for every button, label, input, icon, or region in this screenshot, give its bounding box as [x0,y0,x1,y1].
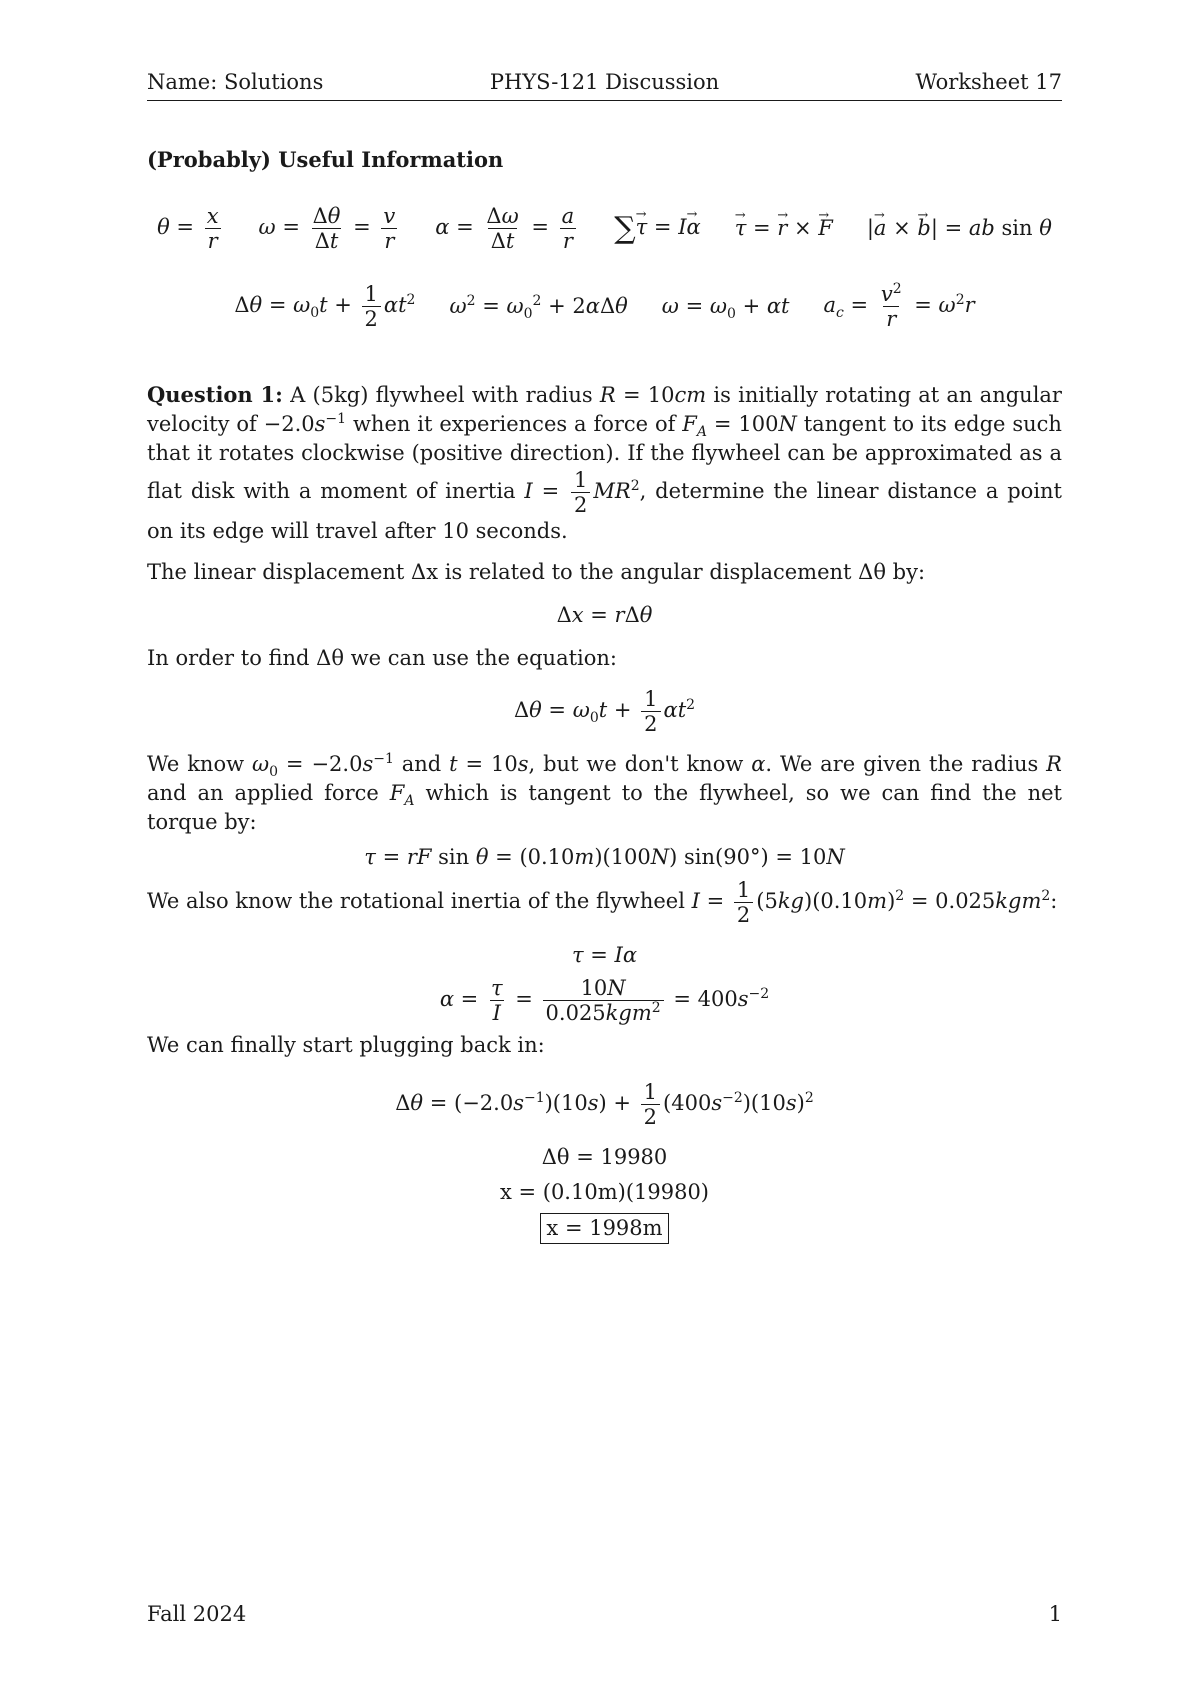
eq-torque-inertia: τ = Iα [571,943,638,967]
eq-result-x: x = (0.10m)(19980) [499,1180,710,1204]
formula-row-1 [147,192,1062,264]
page-header [147,70,1062,101]
solution-para-4: We also know the rotational inertia of the flywheel I = $\frac{1}{2}$ $(5kg)(0.10m)^2 = 0.025kgm^2$: [147,878,1058,927]
formula-centripetal: $a_c$ = $\frac{v^2}{r}$ = $\omega^2r$ [823,280,975,331]
eq-angular-displacement: $\Delta\theta = \omega_0t$ + $\frac{1}{2}$ $\alpha t^2$ [513,687,696,736]
header-name: Name: Solutions [147,70,324,94]
solution-para-3: We know $\omega_0 = -2.0s^{-1}$ and t = 10s, but we don't know α. We are given the radius R and an applied force $F_A$ which is tangent to the flywheel, so we can find the net torque by: [147,751,1062,834]
solution-para-5: We can finally start plugging back in: [147,1033,545,1057]
page-content [147,145,1062,1250]
question-1: Question 1: A (5kg) flywheel with radius R = 10cm is initially rotating at an angular velocity of $-2.0s^{-1}$ when it experiences a force of $F_A = 100N$ tangent to its edge such that it rotates clockwise (positive direction). If the flywheel can be approximated as a flat disk with a moment of inertia I = $\frac{1}{2}$ $MR^2$, determine the linear distance a point on its edge will travel after 10 seconds. [147,382,1062,543]
question-text-4: tangent to its edge such that it rotates clockwise (positive direction). If the flywheel can be approximated as a flat disk with a moment of inertia [147,412,1062,503]
p4-text: We also know the rotational inertia of the flywheel [147,889,685,913]
eq-linear-displacement: Δx = rΔθ [556,603,653,627]
p3-text-b: and [401,752,442,776]
final-answer-box: x = 1998m [540,1213,668,1244]
header-worksheet: Worksheet 17 [915,70,1062,94]
formula-theta: θ = $\frac{x}{r}$ [157,204,224,253]
question-text-5: , determine the linear distance a point on its edge will travel after 10 seconds. [147,479,1062,543]
footer-page-number: 1 [1048,1602,1062,1626]
p3-text-e: and an applied force [147,781,379,805]
formula-cross-magnitude: |→ a × → b| = ab sin θ [867,214,1052,243]
formula-kinematic-1: $\Delta\theta = \omega_0t$ + $\frac{1}{2}$ $\alpha t^2$ [234,281,416,331]
formula-alpha: α = $\frac{\Delta\omega}{\Delta t}$ = $\frac{a}{r}$ [435,203,575,253]
p3-text-c: , but we don't know [528,752,744,776]
formula-net-torque: ∑→ τ = I→ α [614,213,700,243]
solution-para-1: The linear displacement Δx is related to the angular displacement Δθ by: [147,560,926,584]
info-title: (Probably) Useful Information [147,147,504,172]
p3-text-a: We know [147,752,245,776]
footer-term: Fall 2024 [147,1602,247,1626]
question-label: Question 1: [147,382,283,407]
formula-omega: ω = $\frac{\Delta\theta}{\Delta t}$ = $\frac{v}{r}$ [259,204,402,253]
eq-plug-in: $\Delta\theta = (-2.0s^{-1})(10s)$ + $\frac{1}{2}$ $(400s^{-2})(10s)^2$ [395,1080,814,1129]
formula-row-2 [147,270,1062,342]
eq-result-theta: Δθ = 19980 [541,1145,668,1169]
header-course: PHYS-121 Discussion [489,70,720,94]
eq-net-torque: τ = rF sin θ = (0.10m)(100N) sin(90°) = 10N [364,845,845,869]
question-text-2: is initially rotating at an angular velocity of [147,383,1062,436]
formula-kinematic-3: $\omega = \omega_0 + \alpha t$ [661,293,790,322]
solution-para-2: In order to find Δθ we can use the equation: [147,646,617,670]
eq-alpha-solve: α = $\frac{\tau}{I}$ = $\frac{10N}{0.025kgm^2}$ = $400s^{-2}$ [439,976,770,1025]
question-text-3: when it experiences a force of [352,412,676,436]
eq-final-answer [147,1213,1062,1244]
p3-text-f: which is tangent to the flywheel, so we can find the net torque by: [147,781,1062,834]
question-text-1: A (5kg) flywheel with radius [290,383,593,407]
p3-text-d: . We are given the radius [765,752,1039,776]
formula-torque-cross: → τ = → r × → F [735,214,833,243]
formula-kinematic-2: $\omega^2 = \omega_0^2 + 2\alpha\Delta\theta$ [449,292,628,322]
